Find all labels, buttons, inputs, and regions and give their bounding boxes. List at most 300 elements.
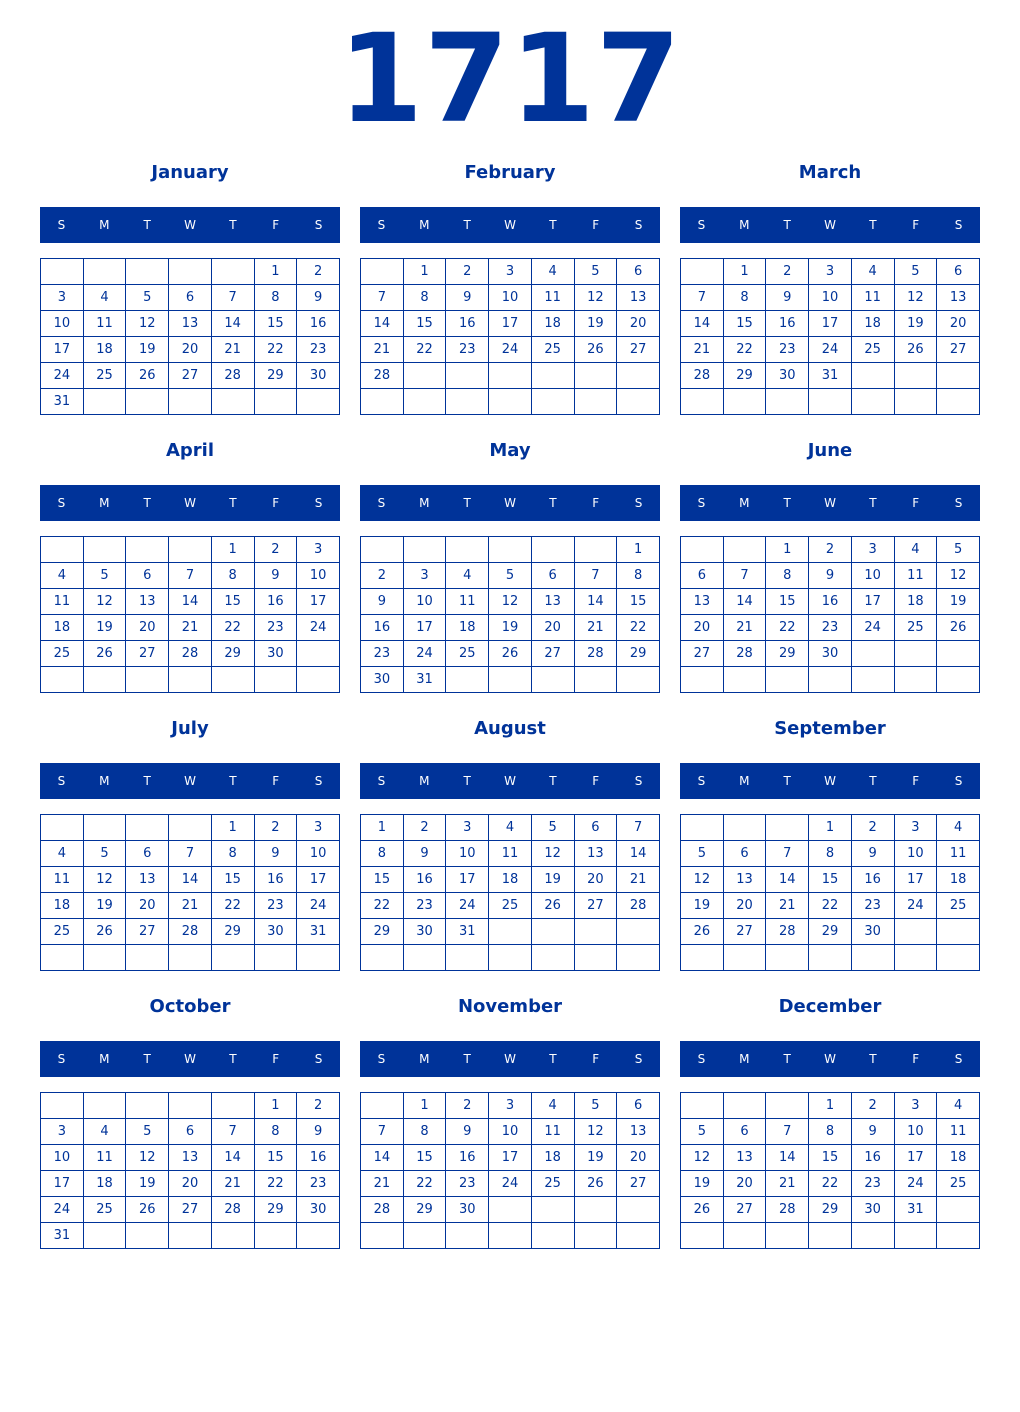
day-cell: 20: [723, 1171, 766, 1197]
day-cell: 30: [297, 1197, 340, 1223]
week-row: [361, 1119, 660, 1145]
day-cell: 27: [574, 893, 617, 919]
empty-cell: [531, 389, 574, 415]
weekday-label: F: [272, 774, 280, 788]
day-cell: 13: [169, 1145, 212, 1171]
weekday-label: T: [463, 496, 471, 510]
weekday-label: W: [824, 218, 836, 232]
empty-cell: [681, 1223, 724, 1249]
day-cell: 7: [617, 815, 660, 841]
day-cell: 29: [211, 919, 254, 945]
empty-cell: [489, 363, 532, 389]
weekday-header: [680, 763, 980, 799]
day-cell: 4: [83, 285, 126, 311]
week-row: [681, 641, 980, 667]
empty-cell: [211, 945, 254, 971]
empty-cell: [446, 363, 489, 389]
week-row: [361, 841, 660, 867]
day-cell: 14: [361, 311, 404, 337]
weekday-label: S: [314, 1052, 323, 1066]
empty-cell: [617, 1197, 660, 1223]
weekday-label: T: [229, 774, 237, 788]
day-cell: 15: [723, 311, 766, 337]
empty-cell: [617, 389, 660, 415]
empty-cell: [446, 945, 489, 971]
week-row: [681, 259, 980, 285]
day-cell: 5: [531, 815, 574, 841]
weekday-label: F: [912, 496, 920, 510]
empty-cell: [617, 363, 660, 389]
day-cell: 13: [531, 589, 574, 615]
weekday-label: M: [419, 496, 430, 510]
empty-cell: [766, 667, 809, 693]
week-row: [41, 841, 340, 867]
weekday-label: F: [272, 496, 280, 510]
empty-cell: [83, 815, 126, 841]
week-row: [361, 1145, 660, 1171]
day-cell: 12: [681, 1145, 724, 1171]
day-cell: 30: [809, 641, 852, 667]
day-cell: 19: [681, 893, 724, 919]
empty-cell: [169, 815, 212, 841]
day-cell: 12: [126, 1145, 169, 1171]
day-cell: 11: [531, 1119, 574, 1145]
empty-cell: [361, 389, 404, 415]
day-cell: 17: [809, 311, 852, 337]
week-row: [681, 389, 980, 415]
day-cell: 23: [403, 893, 446, 919]
day-cell: 5: [894, 259, 937, 285]
day-cell: 11: [531, 285, 574, 311]
day-cell: 13: [169, 311, 212, 337]
week-row: [41, 667, 340, 693]
empty-cell: [254, 667, 297, 693]
weekday-label: T: [869, 496, 877, 510]
day-cell: 20: [574, 867, 617, 893]
week-row: [41, 893, 340, 919]
empty-cell: [403, 389, 446, 415]
empty-cell: [574, 389, 617, 415]
weekday-label: T: [869, 774, 877, 788]
weekday-label: T: [143, 1052, 151, 1066]
day-cell: 18: [41, 615, 84, 641]
weekday-label: F: [272, 1052, 280, 1066]
empty-cell: [937, 363, 980, 389]
day-cell: 6: [574, 815, 617, 841]
day-cell: 27: [617, 337, 660, 363]
day-cell: 8: [211, 841, 254, 867]
day-cell: 26: [894, 337, 937, 363]
day-cell: 7: [361, 285, 404, 311]
day-cell: 28: [766, 1197, 809, 1223]
day-cell: 7: [211, 285, 254, 311]
day-grid: [680, 258, 980, 415]
weekday-header: [680, 485, 980, 521]
empty-cell: [851, 389, 894, 415]
empty-cell: [126, 1093, 169, 1119]
day-cell: 25: [531, 1171, 574, 1197]
day-cell: 3: [489, 1093, 532, 1119]
day-cell: 8: [254, 1119, 297, 1145]
empty-cell: [723, 1093, 766, 1119]
week-row: [681, 841, 980, 867]
day-cell: 28: [361, 1197, 404, 1223]
day-cell: 13: [617, 285, 660, 311]
year-title: 1717: [338, 8, 682, 150]
day-cell: 4: [937, 1093, 980, 1119]
empty-cell: [83, 389, 126, 415]
day-cell: 25: [851, 337, 894, 363]
day-cell: 13: [126, 589, 169, 615]
day-cell: 15: [766, 589, 809, 615]
day-cell: 12: [531, 841, 574, 867]
week-row: [41, 815, 340, 841]
day-cell: 14: [211, 1145, 254, 1171]
day-grid: [680, 536, 980, 693]
weekday-label: W: [824, 774, 836, 788]
day-cell: 28: [169, 641, 212, 667]
week-row: [41, 1093, 340, 1119]
day-cell: 19: [531, 867, 574, 893]
empty-cell: [126, 815, 169, 841]
weekday-header: [680, 1041, 980, 1077]
week-row: [41, 537, 340, 563]
empty-cell: [361, 1093, 404, 1119]
empty-cell: [531, 667, 574, 693]
day-cell: 16: [851, 1145, 894, 1171]
day-cell: 16: [254, 589, 297, 615]
day-cell: 24: [851, 615, 894, 641]
empty-cell: [809, 1223, 852, 1249]
empty-cell: [211, 389, 254, 415]
day-cell: 3: [489, 259, 532, 285]
day-cell: 27: [723, 919, 766, 945]
day-cell: 14: [681, 311, 724, 337]
day-cell: 11: [894, 563, 937, 589]
day-cell: 15: [809, 867, 852, 893]
day-cell: 26: [937, 615, 980, 641]
day-cell: 15: [211, 867, 254, 893]
day-cell: 1: [254, 259, 297, 285]
empty-cell: [723, 815, 766, 841]
day-cell: 26: [83, 641, 126, 667]
day-cell: 5: [574, 1093, 617, 1119]
empty-cell: [937, 1197, 980, 1223]
day-cell: 24: [41, 1197, 84, 1223]
day-grid: [680, 814, 980, 971]
weekday-label: S: [314, 496, 323, 510]
day-cell: 30: [766, 363, 809, 389]
empty-cell: [297, 641, 340, 667]
day-cell: 9: [851, 1119, 894, 1145]
weekday-label: W: [184, 218, 196, 232]
day-cell: 27: [723, 1197, 766, 1223]
week-row: [41, 1171, 340, 1197]
day-cell: 11: [83, 1145, 126, 1171]
weekday-label: S: [954, 1052, 963, 1066]
day-cell: 3: [41, 285, 84, 311]
weekday-header: [40, 207, 340, 243]
day-cell: 26: [574, 1171, 617, 1197]
month-name: February: [464, 162, 556, 183]
day-grid: [360, 814, 660, 971]
month-name: November: [457, 996, 563, 1017]
week-row: [681, 815, 980, 841]
day-cell: 26: [681, 1197, 724, 1223]
day-cell: 24: [297, 893, 340, 919]
day-cell: 19: [937, 589, 980, 615]
weekday-label: F: [592, 1052, 600, 1066]
day-cell: 4: [894, 537, 937, 563]
empty-cell: [41, 667, 84, 693]
weekday-label: S: [377, 774, 386, 788]
empty-cell: [681, 389, 724, 415]
day-cell: 26: [83, 919, 126, 945]
empty-cell: [809, 667, 852, 693]
day-cell: 10: [489, 1119, 532, 1145]
week-row: [361, 285, 660, 311]
empty-cell: [489, 389, 532, 415]
day-cell: 8: [254, 285, 297, 311]
day-cell: 5: [83, 563, 126, 589]
day-cell: 3: [403, 563, 446, 589]
weekday-label: S: [377, 1052, 386, 1066]
day-cell: 18: [937, 1145, 980, 1171]
day-cell: 30: [254, 919, 297, 945]
day-cell: 16: [766, 311, 809, 337]
day-cell: 8: [809, 841, 852, 867]
day-cell: 10: [41, 311, 84, 337]
empty-cell: [617, 1223, 660, 1249]
empty-cell: [574, 919, 617, 945]
week-row: [41, 259, 340, 285]
weekday-label: S: [57, 1052, 66, 1066]
weekday-header: [40, 763, 340, 799]
empty-cell: [254, 1223, 297, 1249]
week-row: [681, 1223, 980, 1249]
weekday-label: S: [634, 774, 643, 788]
week-row: [361, 867, 660, 893]
day-cell: 21: [211, 337, 254, 363]
weekday-header: [40, 1041, 340, 1077]
empty-cell: [681, 259, 724, 285]
day-cell: 25: [41, 641, 84, 667]
day-cell: 17: [489, 311, 532, 337]
day-cell: 13: [681, 589, 724, 615]
day-cell: 14: [211, 311, 254, 337]
weekday-header: [360, 485, 660, 521]
empty-cell: [126, 537, 169, 563]
weekday-header: [360, 763, 660, 799]
day-cell: 30: [851, 1197, 894, 1223]
day-cell: 2: [766, 259, 809, 285]
day-cell: 16: [403, 867, 446, 893]
weekday-label: T: [869, 1052, 877, 1066]
empty-cell: [574, 363, 617, 389]
day-cell: 1: [211, 815, 254, 841]
day-cell: 9: [446, 1119, 489, 1145]
day-cell: 20: [723, 893, 766, 919]
day-cell: 12: [937, 563, 980, 589]
day-cell: 7: [681, 285, 724, 311]
empty-cell: [681, 815, 724, 841]
empty-cell: [297, 945, 340, 971]
day-cell: 30: [297, 363, 340, 389]
day-cell: 9: [254, 563, 297, 589]
day-cell: 28: [574, 641, 617, 667]
day-cell: 22: [254, 1171, 297, 1197]
day-grid: [40, 258, 340, 415]
day-cell: 3: [809, 259, 852, 285]
day-cell: 27: [169, 363, 212, 389]
month-name: October: [149, 996, 231, 1017]
day-cell: 5: [126, 1119, 169, 1145]
empty-cell: [126, 259, 169, 285]
day-cell: 31: [297, 919, 340, 945]
day-cell: 22: [254, 337, 297, 363]
day-cell: 10: [489, 285, 532, 311]
day-cell: 31: [446, 919, 489, 945]
day-cell: 6: [723, 1119, 766, 1145]
empty-cell: [297, 667, 340, 693]
day-cell: 3: [297, 815, 340, 841]
weekday-label: T: [143, 774, 151, 788]
empty-cell: [83, 667, 126, 693]
weekday-label: S: [57, 496, 66, 510]
empty-cell: [489, 667, 532, 693]
day-cell: 12: [83, 589, 126, 615]
empty-cell: [169, 389, 212, 415]
empty-cell: [211, 1223, 254, 1249]
day-cell: 14: [723, 589, 766, 615]
day-cell: 17: [851, 589, 894, 615]
empty-cell: [297, 1223, 340, 1249]
day-cell: 26: [574, 337, 617, 363]
day-cell: 3: [894, 815, 937, 841]
month-name: December: [778, 996, 882, 1017]
week-row: [41, 945, 340, 971]
day-cell: 25: [531, 337, 574, 363]
day-cell: 23: [446, 1171, 489, 1197]
day-cell: 22: [403, 1171, 446, 1197]
empty-cell: [489, 1223, 532, 1249]
day-cell: 11: [41, 867, 84, 893]
day-cell: 9: [297, 1119, 340, 1145]
day-cell: 27: [937, 337, 980, 363]
day-cell: 22: [809, 893, 852, 919]
day-cell: 10: [894, 841, 937, 867]
day-cell: 7: [766, 841, 809, 867]
weekday-label: M: [99, 218, 110, 232]
day-cell: 2: [254, 815, 297, 841]
weekday-label: M: [99, 774, 110, 788]
day-cell: 21: [574, 615, 617, 641]
day-cell: 18: [851, 311, 894, 337]
week-row: [681, 337, 980, 363]
day-cell: 17: [41, 1171, 84, 1197]
weekday-label: S: [377, 496, 386, 510]
day-grid: [40, 536, 340, 693]
weekday-label: W: [504, 1052, 516, 1066]
week-row: [681, 563, 980, 589]
empty-cell: [531, 1223, 574, 1249]
weekday-label: M: [419, 774, 430, 788]
weekday-label: W: [504, 774, 516, 788]
day-cell: 2: [297, 259, 340, 285]
day-cell: 13: [617, 1119, 660, 1145]
empty-cell: [574, 667, 617, 693]
weekday-label: M: [99, 1052, 110, 1066]
week-row: [361, 337, 660, 363]
day-cell: 2: [809, 537, 852, 563]
week-row: [41, 1197, 340, 1223]
weekday-label: T: [229, 1052, 237, 1066]
day-cell: 29: [254, 363, 297, 389]
empty-cell: [446, 1223, 489, 1249]
day-cell: 25: [83, 1197, 126, 1223]
empty-cell: [894, 667, 937, 693]
day-cell: 28: [681, 363, 724, 389]
day-cell: 10: [446, 841, 489, 867]
weekday-label: S: [697, 496, 706, 510]
month-name: May: [489, 440, 531, 461]
day-cell: 11: [446, 589, 489, 615]
empty-cell: [403, 537, 446, 563]
weekday-label: T: [783, 496, 791, 510]
week-row: [361, 563, 660, 589]
empty-cell: [531, 919, 574, 945]
week-row: [361, 919, 660, 945]
day-cell: 1: [809, 815, 852, 841]
week-row: [681, 589, 980, 615]
day-cell: 5: [126, 285, 169, 311]
day-cell: 8: [361, 841, 404, 867]
day-cell: 4: [851, 259, 894, 285]
empty-cell: [937, 919, 980, 945]
day-cell: 1: [361, 815, 404, 841]
day-cell: 25: [83, 363, 126, 389]
day-cell: 28: [211, 1197, 254, 1223]
week-row: [41, 867, 340, 893]
empty-cell: [894, 1223, 937, 1249]
weekday-label: S: [57, 218, 66, 232]
weekday-label: S: [634, 218, 643, 232]
empty-cell: [574, 945, 617, 971]
day-cell: 5: [681, 1119, 724, 1145]
day-cell: 21: [211, 1171, 254, 1197]
weekday-label: M: [739, 1052, 750, 1066]
week-row: [681, 1197, 980, 1223]
day-cell: 10: [297, 841, 340, 867]
month-name: April: [165, 440, 215, 461]
day-cell: 24: [894, 1171, 937, 1197]
weekday-label: F: [272, 218, 280, 232]
day-cell: 1: [403, 1093, 446, 1119]
month-name: August: [474, 718, 546, 739]
day-cell: 30: [254, 641, 297, 667]
day-cell: 10: [809, 285, 852, 311]
week-row: [41, 1145, 340, 1171]
week-row: [681, 615, 980, 641]
day-cell: 26: [489, 641, 532, 667]
day-cell: 20: [169, 1171, 212, 1197]
week-row: [681, 311, 980, 337]
week-row: [361, 641, 660, 667]
day-cell: 17: [446, 867, 489, 893]
day-cell: 25: [41, 919, 84, 945]
weekday-label: T: [463, 218, 471, 232]
empty-cell: [723, 1223, 766, 1249]
